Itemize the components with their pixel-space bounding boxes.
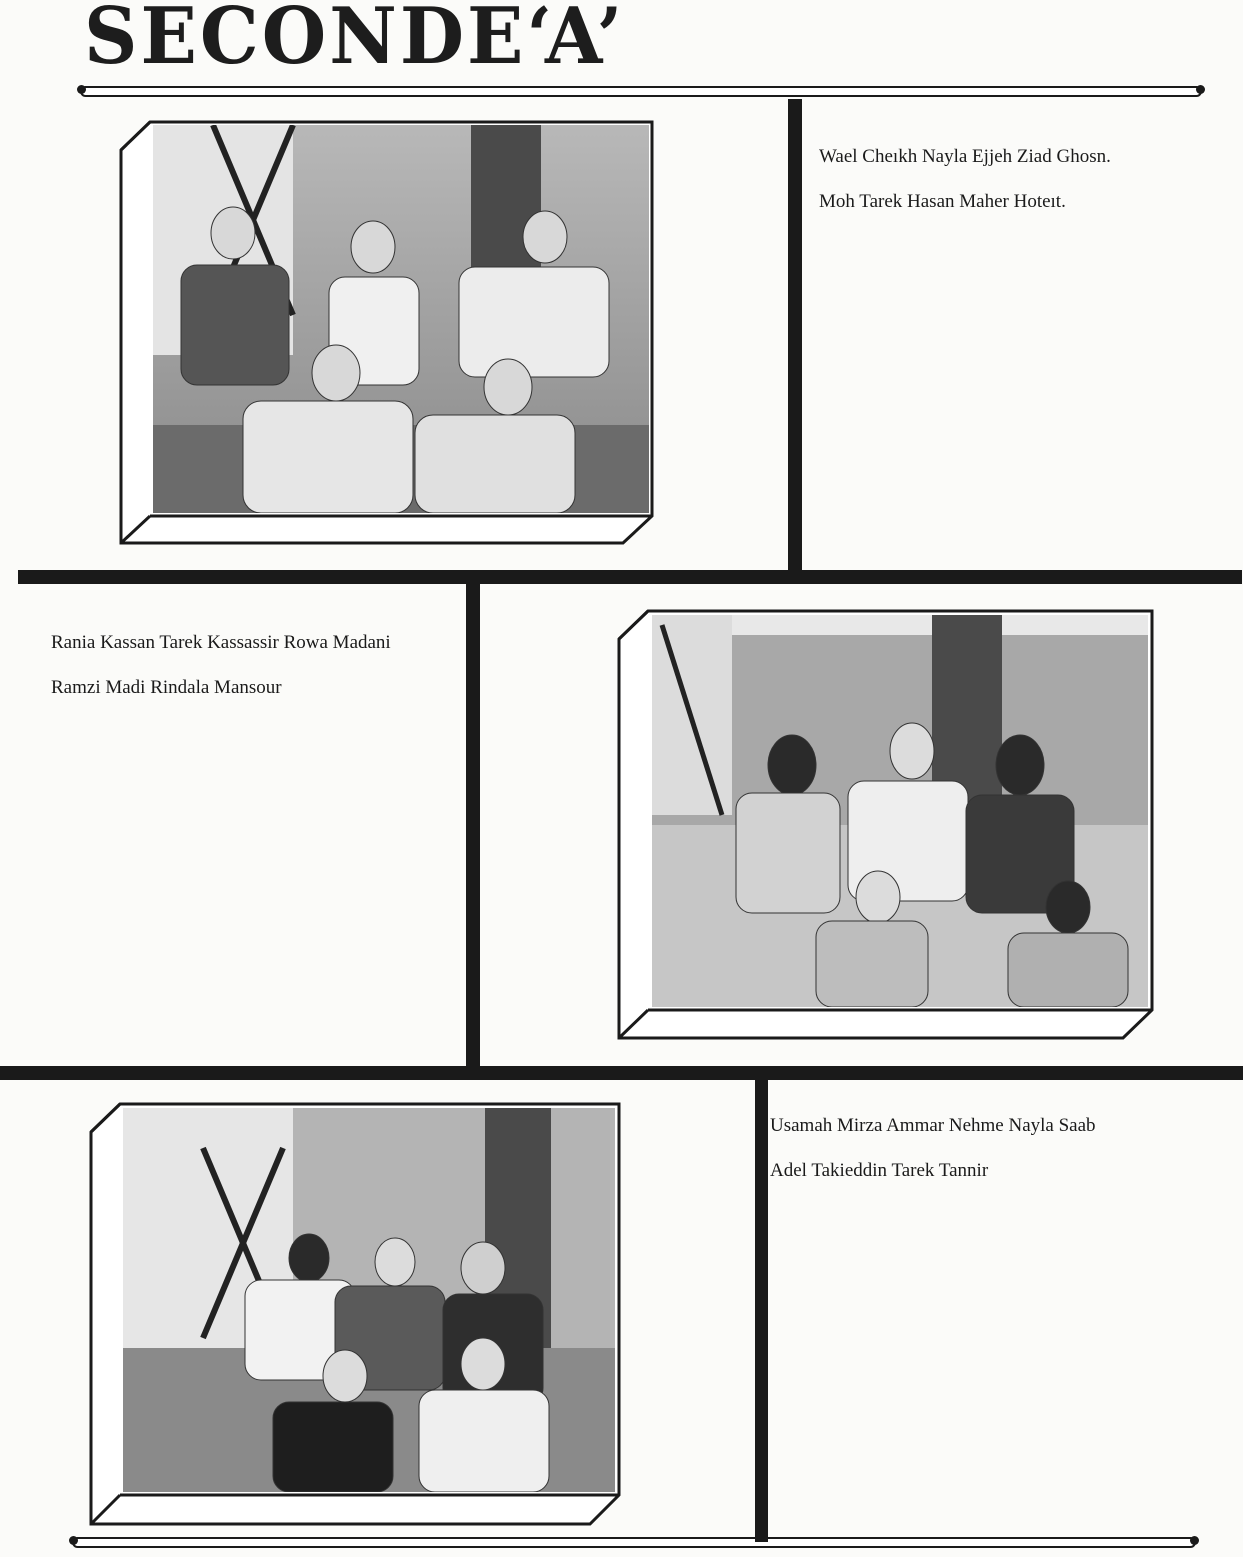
horizontal-divider-2 (0, 1066, 1243, 1080)
group-photo-3 (123, 1108, 615, 1492)
group-photo-2 (652, 615, 1148, 1007)
names-line: Ramzi Madi Rindala Mansour (51, 677, 282, 698)
photo-frame-1 (118, 120, 654, 545)
photo-frame-2 (616, 609, 1154, 1040)
names-line: Adel Takieddin Tarek Tannir (770, 1160, 989, 1181)
names-line: Wael Cheıkh Nayla Ejjeh Ziad Ghosn. (819, 146, 1111, 167)
names-section-1 (819, 134, 1111, 224)
names-line: Usamah Mirza Ammar Nehme Nayla Saab (770, 1115, 1096, 1136)
names-section-3 (770, 1103, 1096, 1193)
group-photo-1 (153, 125, 649, 513)
horizontal-divider-1 (18, 570, 1242, 584)
vertical-divider-3 (755, 1080, 768, 1542)
names-line: Rania Kassan Tarek Kassassir Rowa Madani (51, 632, 391, 653)
names-section-2 (51, 620, 391, 710)
bottom-divider-rod (72, 1537, 1196, 1548)
page-title: SECONDE‘A’ (84, 0, 626, 83)
vertical-divider-1 (788, 99, 802, 572)
names-line: Moh Tarek Hasan Maher Hoteıt. (819, 191, 1066, 212)
top-divider-rod (80, 86, 1202, 97)
photo-frame-3 (88, 1102, 621, 1526)
vertical-divider-2 (466, 584, 480, 1068)
